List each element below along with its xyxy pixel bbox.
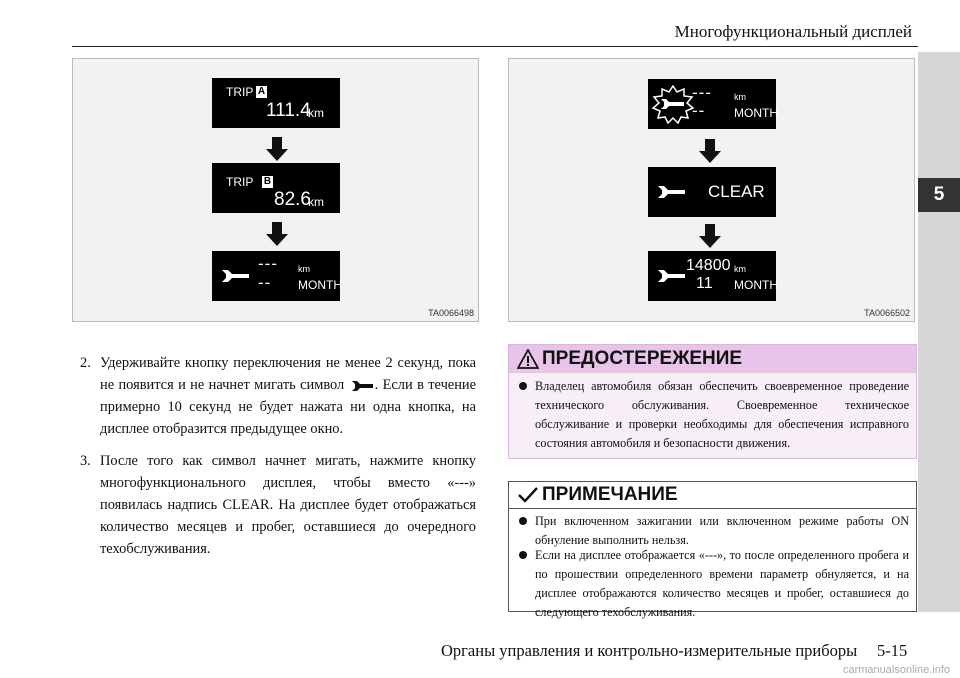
service-km-value: 14800 — [686, 257, 731, 274]
warning-header — [509, 345, 916, 373]
figure-left — [72, 58, 479, 322]
wrench-icon — [656, 267, 686, 285]
bullet-icon — [519, 517, 527, 525]
wrench-icon — [220, 267, 250, 285]
chapter-side-tab — [918, 52, 960, 612]
service-clear-display — [648, 167, 776, 217]
down-arrow-head-icon — [266, 234, 288, 246]
trip-label: TRIP — [226, 175, 254, 189]
service-month-unit: MONTH — [734, 106, 778, 120]
warning-item: Владелец автомобиля обязан обеспечить своевременное проведение технического обслуживания. Своевременное техническое обслуживание и проверки необходимы для обеспечения исправного состояния автомобиля и безопасности движения. — [519, 377, 909, 453]
figure-code: TA0066502 — [864, 308, 910, 318]
warning-box — [508, 344, 917, 459]
warning-triangle-icon — [517, 349, 539, 369]
trip-a-display — [212, 78, 340, 128]
down-arrow-head-icon — [266, 149, 288, 161]
down-arrow-icon — [272, 137, 282, 149]
clear-text: CLEAR — [708, 182, 765, 201]
header-divider — [72, 46, 918, 47]
service-km-unit: km — [734, 92, 746, 102]
step-number: 2. — [80, 355, 91, 371]
trip-a-badge: A — [257, 86, 266, 97]
trip-a-value: 111.4 — [266, 100, 311, 121]
down-arrow-icon — [272, 222, 282, 234]
wrench-icon — [656, 183, 686, 201]
bullet-icon — [519, 551, 527, 559]
watermark: carmanualsonline.info — [842, 664, 950, 676]
page-header-title: Многофункциональный дисплей — [674, 22, 912, 41]
step-text: Удерживайте кнопку переключения не менее 2 секунд, пока не появится и не начнет мигать символ . Если в течение примерно 10 секунд не будет нажата ни одна кнопка, на дисплее отобразится предыдущее окно. — [100, 355, 476, 437]
trip-a-unit: km — [308, 106, 324, 120]
down-arrow-head-icon — [699, 151, 721, 163]
footer-section-title: Органы управления и контрольно-измерительные приборы — [441, 641, 858, 660]
note-pencil-icon — [517, 486, 539, 504]
service-month-dashes: -- — [258, 273, 272, 292]
note-title: ПРИМЕЧАНИЕ — [542, 484, 678, 505]
step-number: 3. — [80, 453, 91, 469]
note-box — [508, 481, 917, 619]
figure-right — [508, 58, 915, 322]
page-number: 5-15 — [877, 641, 908, 660]
service-display — [212, 251, 340, 301]
wrench-icon — [351, 380, 373, 392]
note-header — [509, 482, 916, 509]
down-arrow-icon — [705, 224, 715, 236]
step-2 — [80, 352, 476, 440]
note-item: При включенном зажигании или включенном режиме работы ON обнуление выполнить нельзя. — [519, 512, 909, 550]
service-km-dashes: --- — [258, 254, 278, 273]
service-month-unit: MONTH — [734, 278, 778, 292]
service-km-unit: km — [298, 264, 310, 274]
flashing-wrench-icon — [650, 84, 696, 124]
trip-b-value: 82.6 — [274, 189, 311, 210]
step-3 — [80, 450, 476, 560]
bullet-icon — [519, 382, 527, 390]
down-arrow-icon — [705, 139, 715, 151]
service-km-dashes: --- — [692, 83, 712, 102]
note-item: Если на дисплее отображается «---», то после определенного пробега и по прошествии определенного времени параметр обнуляется, и на дисплее отображаются количество месяцев и пробег, оставшиеся до следующего техобслуживания. — [519, 546, 909, 622]
trip-b-badge: B — [263, 176, 272, 187]
figure-code: TA0066498 — [428, 308, 474, 318]
trip-b-display — [212, 163, 340, 213]
service-month-value: 11 — [696, 275, 713, 292]
trip-label: TRIP — [226, 85, 254, 99]
service-km-unit: km — [734, 264, 746, 274]
step-text: После того как символ начнет мигать, нажмите кнопку многофункционального дисплея, чтобы вместо «---» появилась надпись CLEAR. На дисплее будет отображаться количество месяцев и пробег, оставшиеся до очередного техобслуживания. — [100, 453, 476, 557]
service-remaining-display — [648, 251, 776, 301]
warning-title: ПРЕДОСТЕРЕЖЕНИЕ — [542, 348, 743, 369]
service-flashing-display — [648, 79, 776, 129]
service-month-dashes: -- — [692, 101, 706, 120]
down-arrow-head-icon — [699, 236, 721, 248]
trip-b-unit: km — [308, 195, 324, 209]
service-month-unit: MONTH — [298, 278, 342, 292]
chapter-number: 5 — [918, 178, 960, 212]
